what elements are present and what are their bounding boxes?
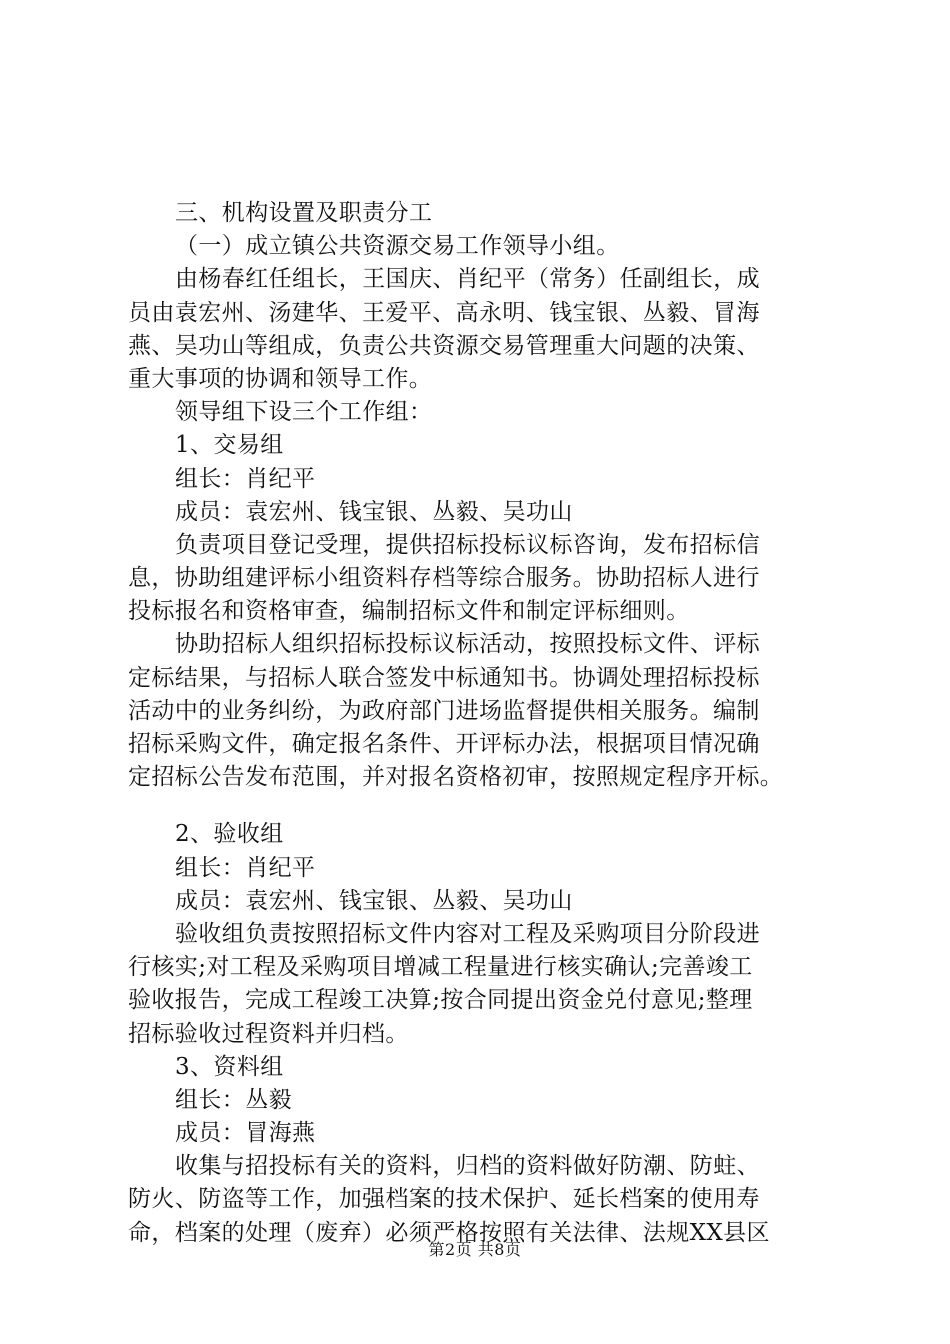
text-line: 燕、吴功山等组成，负责公共资源交易管理重大问题的决策、 xyxy=(128,332,760,359)
document-body xyxy=(128,197,836,1250)
text-line: 息，协助组建评标小组资料存档等综合服务。协助招标人进行 xyxy=(128,565,760,592)
text-line: 重大事项的协调和领导工作。 xyxy=(128,365,433,392)
text-line: 命，档案的处理（废弃）必须严格按照有关法律、法规XX县区 xyxy=(128,1219,770,1246)
text-line: 组长：丛毅 xyxy=(175,1086,292,1113)
text-line: 1、交易组 xyxy=(175,432,284,459)
text-line: 负责项目登记受理，提供招标投标议标咨询，发布招标信 xyxy=(175,531,760,558)
text-line: 成员：袁宏州、钱宝银、丛毅、吴功山 xyxy=(175,887,573,914)
text-line: 组长：肖纪平 xyxy=(175,465,316,492)
text-line: 成员：袁宏州、钱宝银、丛毅、吴功山 xyxy=(175,498,573,525)
text-line: 行核实;对工程及采购项目增减工程量进行核实确认;完善竣工 xyxy=(128,954,753,981)
text-line: 定标结果，与招标人联合签发中标通知书。协调处理招标投标 xyxy=(128,664,760,691)
text-line: 验收报告，完成工程竣工决算;按合同提出资金兑付意见;整理 xyxy=(128,987,753,1014)
text-line: 活动中的业务纠纷，为政府部门进场监督提供相关服务。编制 xyxy=(128,697,760,724)
paragraph-gap xyxy=(128,794,836,818)
text-line: 定招标公告发布范围，并对报名资格初审，按照规定程序开标。 xyxy=(128,764,784,791)
text-line: 员由袁宏州、汤建华、王爱平、高永明、钱宝银、丛毅、冒海 xyxy=(128,299,760,326)
text-line: 招标验收过程资料并归档。 xyxy=(128,1020,409,1047)
text-line: 三、机构设置及职责分工 xyxy=(175,200,433,226)
text-line: 协助招标人组织招标投标议标活动，按照投标文件、评标 xyxy=(175,631,760,658)
page-footer: 第2页 共8页 xyxy=(428,1240,522,1259)
text-line: 验收组负责按照招标文件内容对工程及采购项目分阶段进 xyxy=(175,920,760,947)
text-line: 投标报名和资格审查，编制招标文件和制定评标细则。 xyxy=(128,598,690,625)
text-line: 成员：冒海燕 xyxy=(175,1120,316,1147)
text-line: 防火、防盗等工作，加强档案的技术保护、延长档案的使用寿 xyxy=(128,1186,760,1213)
text-line: 组长：肖纪平 xyxy=(175,854,316,881)
text-line: 3、资料组 xyxy=(175,1053,284,1080)
text-line: 2、验收组 xyxy=(175,821,284,848)
text-line: 领导组下设三个工作组： xyxy=(175,399,433,426)
text-line: （一）成立镇公共资源交易工作领导小组。 xyxy=(175,233,620,260)
text-line: 收集与招投标有关的资料，归档的资料做好防潮、防蛀、 xyxy=(175,1153,760,1180)
text-line: 由杨春红任组长，王国庆、肖纪平（常务）任副组长，成 xyxy=(175,266,760,293)
text-line: 招标采购文件，确定报名条件、开评标办法，根据项目情况确 xyxy=(128,731,760,757)
